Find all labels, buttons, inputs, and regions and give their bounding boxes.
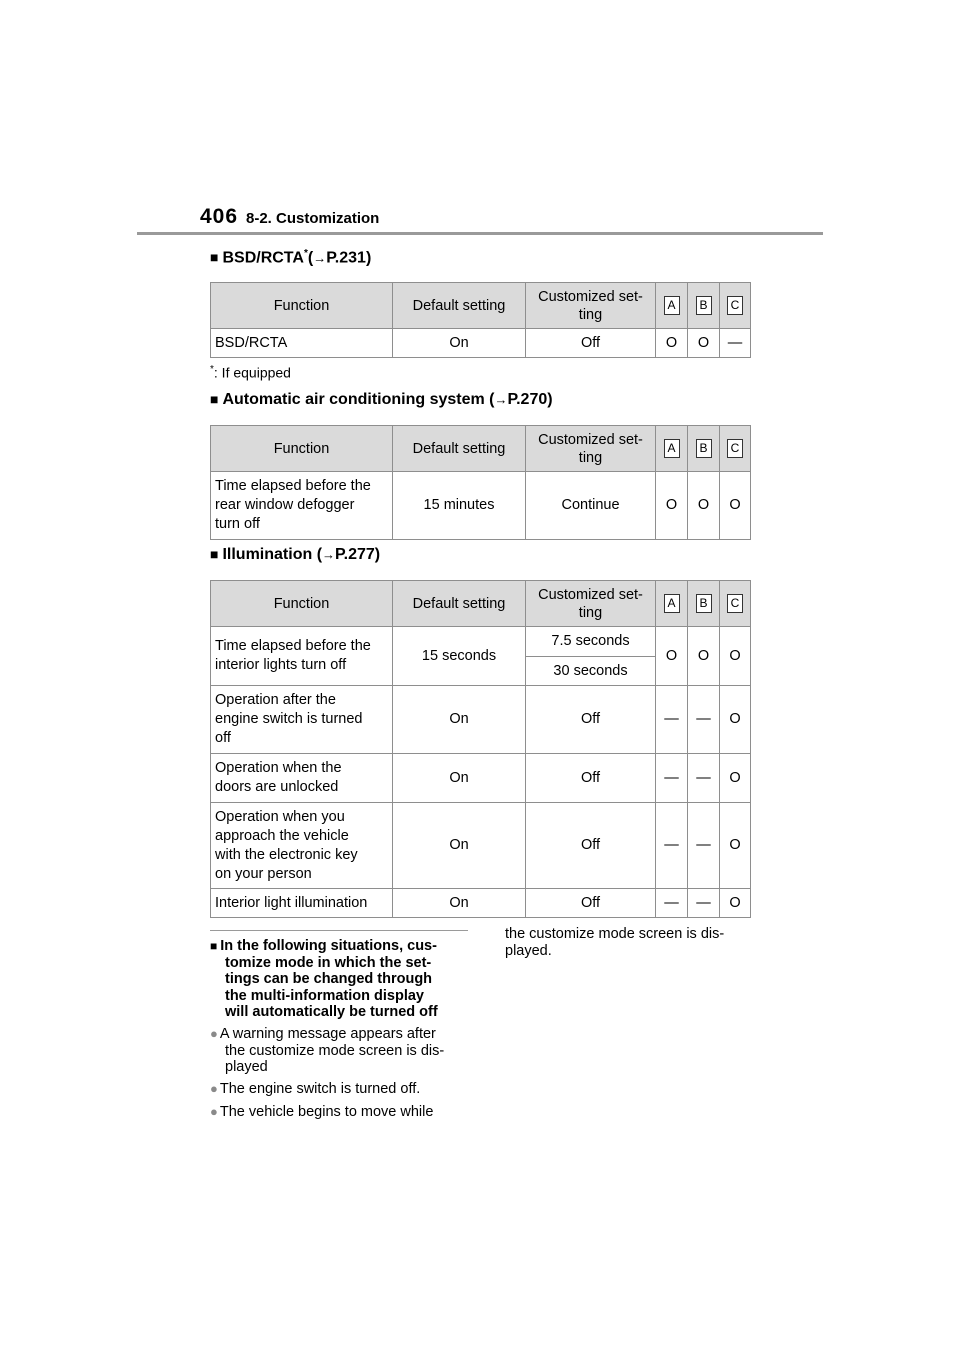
col-b xyxy=(688,426,720,472)
col-b xyxy=(688,581,720,627)
col-a xyxy=(656,426,688,472)
page-reference-link[interactable]: P.231) xyxy=(326,249,372,267)
list-item: ● A warning message appears after the customize mode screen is dis- played xyxy=(210,1026,445,1075)
col-b xyxy=(688,283,720,329)
table-row: 30 seconds xyxy=(211,657,751,686)
footnote: *: If equipped xyxy=(210,364,291,381)
ac-table xyxy=(210,425,751,540)
page-ref-arrow-icon: → xyxy=(494,392,508,407)
section-title-illumination: ■ Illumination (→P.277) xyxy=(210,546,381,563)
a-box-icon: A xyxy=(664,439,680,458)
table-row: Time elapsed before the interior lights turn off 15 seconds 7.5 seconds O O O xyxy=(211,627,751,657)
header-rule xyxy=(137,232,823,235)
page-ref-arrow-icon: → xyxy=(313,250,327,266)
table-header-row xyxy=(211,283,751,329)
col-function: Function xyxy=(211,283,393,329)
list-item: ● The engine switch is turned off. xyxy=(210,1081,421,1097)
section-square-icon: ■ xyxy=(210,546,219,562)
col-a xyxy=(656,283,688,329)
col-function: Function xyxy=(211,581,393,627)
b-box-icon: B xyxy=(696,594,712,613)
table-row: Interior light illumination On Off — — O xyxy=(211,889,751,918)
continued-text: the customize mode screen is dis- played. xyxy=(505,926,725,959)
bullet-icon: ● xyxy=(210,1081,218,1096)
table-header-row xyxy=(211,581,751,627)
col-function: Function xyxy=(211,426,393,472)
table-header-row xyxy=(211,426,751,472)
b-box-icon: B xyxy=(696,439,712,458)
bullet-icon: ● xyxy=(210,1104,218,1119)
table-row: BSD/RCTA On Off O O — xyxy=(211,329,751,358)
chapter-title: 8-2. Customization xyxy=(246,210,380,227)
col-custom: Customized set- ting xyxy=(526,283,656,329)
a-box-icon: A xyxy=(664,296,680,315)
bsd-table xyxy=(210,282,751,358)
table-row: Time elapsed before the rear window defogger turn off 15 minutes Continue O O O xyxy=(211,472,751,540)
col-c xyxy=(720,426,751,472)
c-box-icon: C xyxy=(727,296,743,315)
page-reference-link[interactable]: P.277) xyxy=(335,546,381,563)
table-row: Operation when you approach the vehicle with the electronic key on your person On Off — — O xyxy=(211,803,751,889)
table-row: Operation when the doors are unlocked On Off — — O xyxy=(211,754,751,803)
c-box-icon: C xyxy=(727,439,743,458)
table-row: Operation after the engine switch is turned off On Off — — O xyxy=(211,686,751,754)
col-custom: Customized set- ting xyxy=(526,581,656,627)
page-number: 406 xyxy=(200,205,239,228)
col-default: Default setting xyxy=(393,283,526,329)
col-custom: Customized set- ting xyxy=(526,426,656,472)
section-square-icon: ■ xyxy=(210,391,219,407)
page-header xyxy=(200,205,822,235)
col-default: Default setting xyxy=(393,581,526,627)
b-box-icon: B xyxy=(696,296,712,315)
section-square-icon: ■ xyxy=(210,939,218,953)
illumination-table xyxy=(210,580,751,918)
page-ref-arrow-icon: → xyxy=(322,547,336,562)
note-rule xyxy=(210,930,468,931)
col-default: Default setting xyxy=(393,426,526,472)
col-c xyxy=(720,581,751,627)
a-box-icon: A xyxy=(664,594,680,613)
bullet-icon: ● xyxy=(210,1026,218,1041)
section-title-bsd: ■ BSD/RCTA*(→P.231) xyxy=(210,248,372,267)
c-box-icon: C xyxy=(727,594,743,613)
list-item: ● The vehicle begins to move while xyxy=(210,1104,434,1120)
col-a xyxy=(656,581,688,627)
section-title-ac: ■ Automatic air conditioning system (→P.270) xyxy=(210,391,553,408)
note-title: ■ In the following situations, cus- tomize mode in which the set- tings can be changed through the multi-information display will automatically be turned off xyxy=(210,938,438,1020)
section-square-icon: ■ xyxy=(210,249,219,266)
page-reference-link[interactable]: P.270) xyxy=(507,391,553,408)
col-c xyxy=(720,283,751,329)
